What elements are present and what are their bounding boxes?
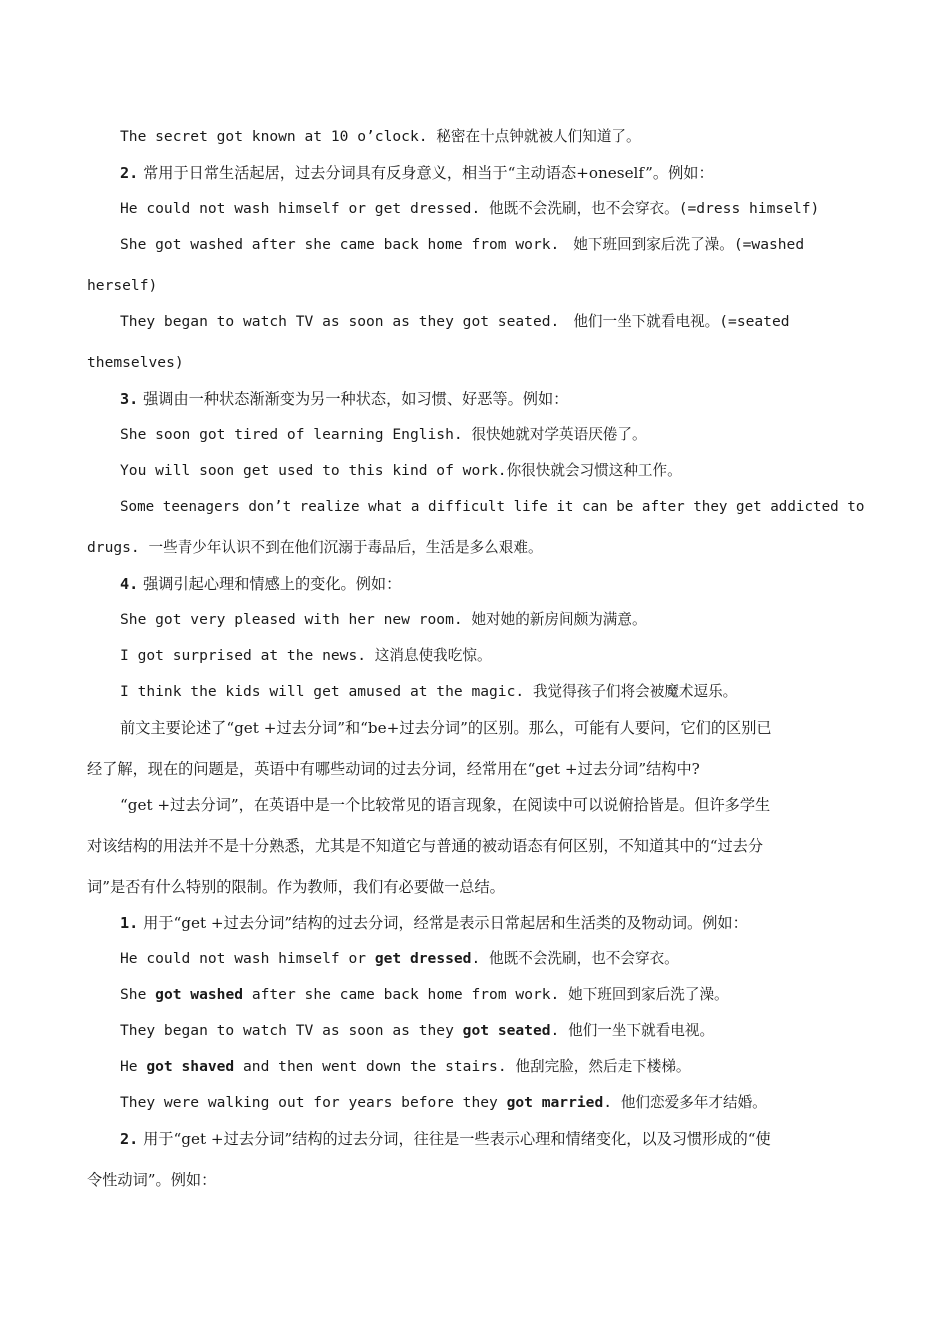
example-text: . 他们恋爱多年才结婚。 [603, 1094, 767, 1111]
rule-number: 2. [120, 1130, 139, 1148]
example-sentence: The secret got known at 10 o’clock. 秘密在十点钟就被人们知道了。 [120, 128, 641, 145]
example-text: He [120, 1058, 147, 1075]
example-sentence [120, 1093, 767, 1113]
rule-text: 用于“get +过去分词”结构的过去分词，经常是表示日常起居和生活类的及物动词。例如： [138, 914, 748, 932]
highlighted-phrase: got seated [462, 1022, 551, 1039]
example-sentence: You will soon get used to this kind of work.你很快就会习惯这种工作。 [120, 462, 682, 479]
example-sentence [120, 949, 679, 969]
example-sentence: Some teenagers don’t realize what a difficult life it can be after they get addicted to [120, 498, 865, 515]
example-sentence: I think the kids will get amused at the magic. 我觉得孩子们将会被魔术逗乐。 [120, 683, 738, 700]
rule-heading [120, 389, 568, 409]
rule-number: 1. [120, 914, 139, 932]
example-sentence [120, 235, 804, 255]
example-sentence: She soon got tired of learning English. 很快她就对学英语厌倦了。 [120, 426, 647, 443]
rule-text: 常用于日常生活起居，过去分词具有反身意义，相当于“主动语态+oneself”。例如： [138, 164, 714, 182]
example-text: He could not wash himself or [120, 950, 375, 967]
example-sentence: He could not wash himself or get dressed. 他既不会洗刷，也不会穿衣。(=dress himself) [120, 200, 820, 217]
paragraph-line: 前文主要论述了“get +过去分词”和“be+过去分词”的区别。那么，可能有人要问，它们的区别已 [120, 719, 772, 737]
example-sentence [120, 1057, 691, 1077]
example-chinese: 他们一坐下就看电视。(=seated [573, 313, 790, 330]
example-text: She [120, 986, 156, 1003]
example-text: They were walking out for years before they [120, 1094, 507, 1111]
example-sentence [120, 1021, 714, 1041]
highlighted-phrase: got married [506, 1094, 604, 1111]
rule-number: 3. [120, 390, 139, 408]
example-text: after she came back home from work. 她下班回到家后洗了澡。 [243, 986, 729, 1003]
highlighted-phrase: got shaved [146, 1058, 235, 1075]
example-sentence [120, 985, 729, 1005]
rule-text: 强调由一种状态渐渐变为另一种状态，如习惯、好恶等。例如： [138, 390, 569, 408]
example-english: They began to watch TV as soon as they got seated. [120, 313, 560, 330]
paragraph-line: 经了解，现在的问题是，英语中有哪些动词的过去分词，经常用在“get +过去分词”结构中? [87, 760, 700, 778]
paragraph-line: 对该结构的用法并不是十分熟悉，尤其是不知道它与普通的被动语态有何区别，不知道其中的“过去分 [87, 837, 764, 855]
rule-heading [120, 163, 714, 183]
example-sentence-continued: themselves) [87, 354, 184, 371]
example-sentence-continued: drugs. 一些青少年认识不到在他们沉溺于毒品后，生活是多么艰难。 [87, 539, 543, 556]
paragraph-line: 词”是否有什么特别的限制。作为教师，我们有必要做一总结。 [87, 878, 505, 896]
example-sentence: She got very pleased with her new room. 她对她的新房间颇为满意。 [120, 611, 647, 628]
rule-text: 用于“get +过去分词”结构的过去分词，往往是一些表示心理和情绪变化，以及习惯形成的“使 [138, 1130, 771, 1148]
rule-heading [120, 574, 401, 594]
rule-number: 4. [120, 575, 139, 593]
paragraph-line: “get +过去分词”，在英语中是一个比较常见的语言现象，在阅读中可以说俯拾皆是。但许多学生 [120, 796, 771, 814]
example-chinese: 她下班回到家后洗了澡。(=washed [573, 236, 805, 253]
example-english: She got washed after she came back home from work. [120, 236, 560, 253]
paragraph-line: 令性动词”。例如： [87, 1171, 217, 1189]
rule-number: 2. [120, 164, 139, 182]
example-sentence [120, 312, 790, 332]
example-text: . 他既不会洗刷，也不会穿衣。 [471, 950, 679, 967]
example-text: . 他们一坐下就看电视。 [550, 1022, 715, 1039]
example-text: and then went down the stairs. 他刮完脸，然后走下楼梯。 [234, 1058, 691, 1075]
highlighted-phrase: get dressed [374, 950, 472, 967]
example-text: They began to watch TV as soon as they [120, 1022, 463, 1039]
rule-heading [120, 1129, 771, 1149]
example-sentence-continued: herself) [87, 277, 158, 294]
rule-text: 强调引起心理和情感上的变化。例如： [138, 575, 402, 593]
example-sentence: I got surprised at the news. 这消息使我吃惊。 [120, 647, 492, 664]
highlighted-phrase: got washed [155, 986, 244, 1003]
rule-heading [120, 913, 748, 933]
